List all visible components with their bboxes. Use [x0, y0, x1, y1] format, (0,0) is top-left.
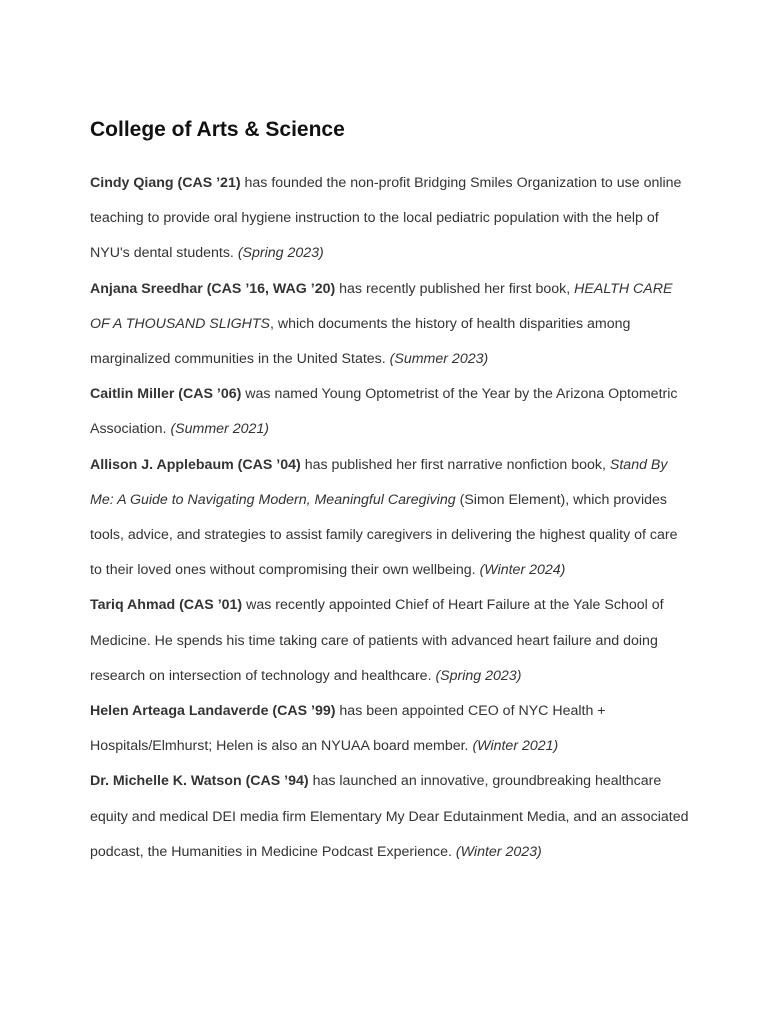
- entry-text: has recently published her first book,: [335, 280, 575, 297]
- list-item: [90, 166, 690, 272]
- document-page: [90, 114, 690, 870]
- alumni-news-list: [90, 166, 690, 870]
- page-title: College of Arts & Science: [90, 118, 345, 141]
- alumnus-name: Helen Arteaga Landaverde (CAS ’99): [90, 703, 336, 720]
- list-item: [90, 272, 690, 378]
- alumnus-name: Cindy Qiang (CAS ’21): [90, 175, 241, 191]
- entry-text: (Simon Element), which provides tools, advice, and strategies to assist family caregivers in delivering the highest quality of care to their loved ones without compromising their own wellbeing.: [90, 491, 678, 579]
- alumnus-name: Allison J. Applebaum (CAS ’04): [90, 456, 301, 473]
- alumnus-name: Caitlin Miller (CAS ’06): [90, 386, 242, 403]
- list-item: [90, 694, 690, 764]
- book-title: HEALTH CARE OF A THOUSAND SLIGHTS: [90, 280, 673, 332]
- entry-text: , which documents the history of health disparities among marginalized communities in the United States.: [90, 315, 631, 368]
- entry-date: (Spring 2023): [237, 245, 324, 262]
- list-item: [90, 588, 690, 694]
- entry-text: was recently appointed Chief of Heart Failure at the Yale School of Medicine. He spends his time taking care of patients with advanced heart failure and doing research on intersection of technology and healthcare.: [90, 597, 664, 684]
- alumnus-name: Anjana Sreedhar (CAS ’16, WAG ’20): [90, 280, 336, 297]
- entry-text: was named Young Optometrist of the Year by the Arizona Optometric Association.: [90, 386, 678, 438]
- alumnus-name: Tariq Ahmad (CAS ’01): [90, 597, 243, 614]
- entry-date: (Winter 2024): [479, 562, 566, 579]
- entry-text: has founded the non-profit Bridging Smiles Organization to use online teaching to provide oral hygiene instruction to the local pediatric population with the help of NYU's dental students.: [90, 175, 682, 262]
- list-item: [90, 377, 690, 447]
- entry-date: (Winter 2023): [455, 843, 542, 860]
- entry-date: (Summer 2021): [170, 421, 269, 438]
- entry-text: has launched an innovative, groundbreaking healthcare equity and medical DEI media firm Elementary My Dear Edutainment Media, and an associated podcast, the Humanities in Medicine Podcast Experience.: [90, 773, 689, 860]
- list-item: [90, 764, 690, 870]
- entry-text: has published her first narrative nonfiction book,: [300, 456, 610, 473]
- book-title: Stand By Me: A Guide to Navigating Modern, Meaningful Caregiving: [90, 456, 668, 508]
- entry-date: (Winter 2021): [472, 738, 559, 755]
- entry-text: has been appointed CEO of NYC Health + Hospitals/Elmhurst; Helen is also an NYUAA board member.: [90, 703, 606, 755]
- entry-date: (Summer 2023): [389, 351, 489, 368]
- list-item: [90, 448, 690, 589]
- alumnus-name: Dr. Michelle K. Watson (CAS ’94): [90, 773, 309, 790]
- entry-date: (Spring 2023): [435, 667, 522, 684]
